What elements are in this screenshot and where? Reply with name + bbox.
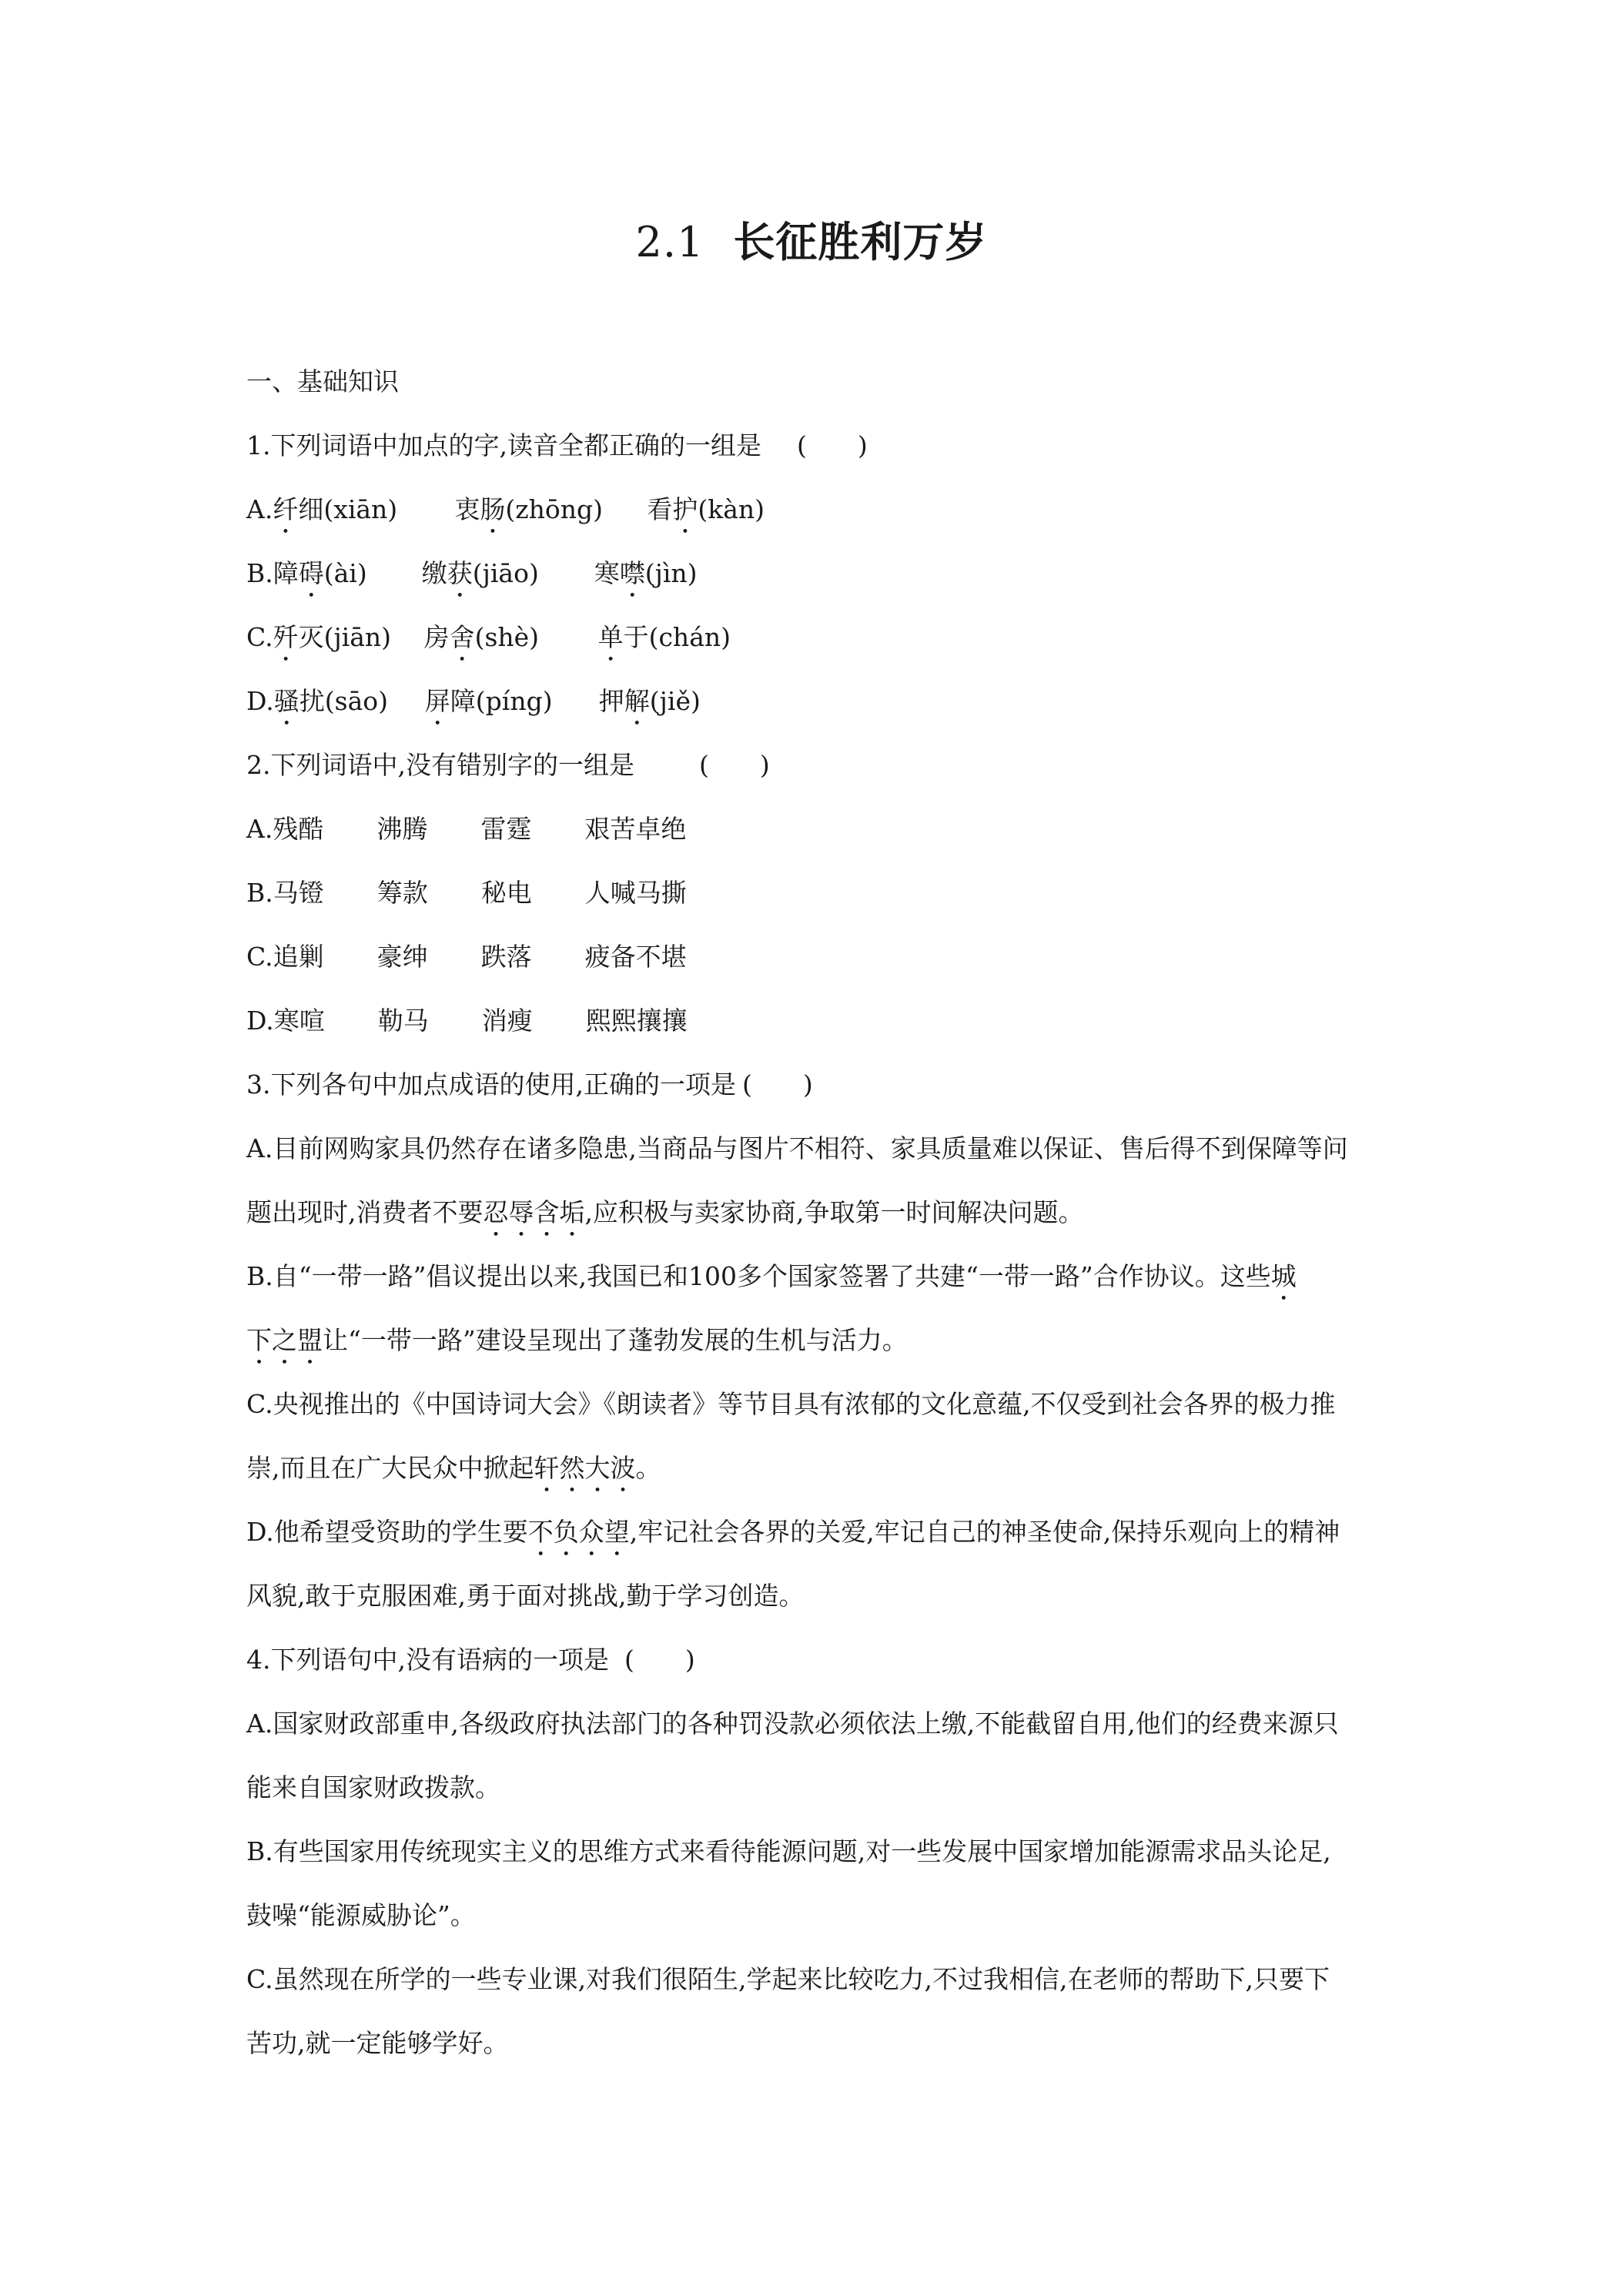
q3-option-b-line1: B.自“一带一路”倡议提出以来,我国已和100多个国家签署了共建“一带一路”合作协议。这些城 <box>246 1261 1297 1291</box>
option-label: D. <box>246 686 274 716</box>
q1-stem-text: 1.下列词语中加点的字,读音全都正确的一组是 <box>246 430 761 460</box>
word: 追剿 <box>273 942 324 972</box>
option-label: B. <box>246 878 273 908</box>
q1-option-c <box>246 621 731 668</box>
option-label: A. <box>246 494 273 524</box>
q4-answer-paren: ( ) <box>624 1645 695 1675</box>
q1-b-item-3: 寒噤(jìn) <box>594 558 698 588</box>
word: 疲备不堪 <box>584 942 687 972</box>
q1-b-item-1: 障碍(ài) <box>273 558 367 588</box>
title-number: 2.1 <box>635 218 704 266</box>
dotted-idiom: 城 <box>1270 1261 1297 1291</box>
title-text: 长征胜利万岁 <box>733 217 988 266</box>
word: 沸腾 <box>376 814 428 844</box>
q1-d-item-1: 骚扰(sāo) <box>273 686 389 716</box>
page-title <box>0 209 1623 269</box>
q4-option-b-line1: B.有些国家用传统现实主义的思维方式来看待能源问题,对一些发展中国家增加能源需求品头论足, <box>246 1836 1331 1866</box>
q4-option-b-line2: 鼓噪“能源威胁论”。 <box>246 1900 476 1930</box>
q1-b-item-2: 缴获(jiāo) <box>421 558 539 588</box>
q4-option-a-line2: 能来自国家财政拨款。 <box>246 1772 500 1802</box>
q2-answer-paren: ( ) <box>698 750 770 780</box>
option-label: B. <box>246 558 273 588</box>
word: 马镫 <box>273 878 324 908</box>
q3-option-a-line2: 题出现时,消费者不要忍辱含垢,应积极与卖家协商,争取第一时间解决问题。 <box>246 1197 1084 1227</box>
dotted-idiom: 轩然大波 <box>534 1453 636 1483</box>
q2-option-a <box>246 812 686 846</box>
q4-stem-text: 4.下列语句中,没有语病的一项是 <box>246 1645 609 1675</box>
word: 跌落 <box>480 942 532 972</box>
q2-stem <box>246 748 770 782</box>
q2-option-d <box>246 1004 688 1038</box>
section-heading: 一、基础知识 <box>246 366 399 397</box>
q1-c-item-1: 歼灭(jiān) <box>273 622 392 652</box>
word: 雷霆 <box>480 814 532 844</box>
q4-option-a-line1: A.国家财政部重申,各级政府执法部门的各种罚没款必须依法上缴,不能截留自用,他们的经费来源只 <box>246 1709 1339 1739</box>
q4-stem <box>246 1643 695 1677</box>
q1-c-item-2: 房舍(shè) <box>423 622 540 652</box>
q1-a-item-1: 纤细(xiān) <box>273 494 398 524</box>
q3-option-b-line2: 下之盟让“一带一路”建设呈现出了蓬勃发展的生机与活力。 <box>246 1325 908 1355</box>
q1-d-item-3: 押解(jiě) <box>598 686 701 716</box>
word: 残酷 <box>273 814 324 844</box>
option-label: D. <box>246 1006 274 1036</box>
q3-option-c-line2: 崇,而且在广大民众中掀起轩然大波。 <box>246 1453 661 1483</box>
q1-c-item-3: 单于(chán) <box>597 622 731 652</box>
q2-stem-text: 2.下列词语中,没有错别字的一组是 <box>246 750 634 780</box>
q2-option-c <box>246 940 687 974</box>
word: 勒马 <box>377 1006 429 1036</box>
q3-stem-text: 3.下列各句中加点成语的使用,正确的一项是 <box>246 1069 736 1099</box>
word: 人喊马撕 <box>584 878 687 908</box>
q2-option-b <box>246 876 687 910</box>
q3-stem <box>246 1068 813 1102</box>
option-label: A. <box>246 814 273 844</box>
q4-option-c-line2: 苦功,就一定能够学好。 <box>246 2028 509 2058</box>
q1-a-item-2: 衷肠(zhōng) <box>454 494 603 524</box>
word: 豪绅 <box>376 942 428 972</box>
q4-option-c-line1: C.虽然现在所学的一些专业课,对我们很陌生,学起来比较吃力,不过我相信,在老师的帮助下,只要下 <box>246 1964 1330 1994</box>
word: 秘电 <box>480 878 532 908</box>
q3-option-d-line1: D.他希望受资助的学生要不负众望,牢记社会各界的关爱,牢记自己的神圣使命,保持乐观向上的精神 <box>246 1517 1340 1547</box>
q1-option-a <box>246 493 765 540</box>
q3-answer-paren: ( ) <box>741 1069 813 1099</box>
q1-a-item-3: 看护(kàn) <box>647 494 765 524</box>
option-label: C. <box>246 942 273 972</box>
q1-answer-paren: ( ) <box>796 430 868 460</box>
q1-stem <box>246 429 868 463</box>
word: 熙熙攘攘 <box>585 1006 688 1036</box>
option-label: C. <box>246 622 273 652</box>
q1-d-item-2: 屏障(píng) <box>424 686 553 716</box>
q1-option-b <box>246 557 698 604</box>
q3-option-a-line1: A.目前网购家具仍然存在诸多隐患,当商品与图片不相符、家具质量难以保证、售后得不到保障等问 <box>246 1133 1348 1163</box>
q3-option-c-line1: C.央视推出的《中国诗词大会》《朗读者》等节目具有浓郁的文化意蕴,不仅受到社会各界的极力推 <box>246 1389 1336 1419</box>
q1-option-d <box>246 684 701 731</box>
word: 消瘦 <box>481 1006 533 1036</box>
dotted-idiom: 不负众望 <box>527 1517 630 1547</box>
word: 艰苦卓绝 <box>584 814 687 844</box>
q3-option-d-line2: 风貌,敢于克服困难,勇于面对挑战,勤于学习创造。 <box>246 1581 805 1611</box>
dotted-idiom: 下之盟 <box>246 1325 323 1355</box>
word: 筹款 <box>376 878 428 908</box>
dotted-idiom: 忍辱含垢 <box>483 1197 585 1227</box>
word: 寒喧 <box>273 1006 325 1036</box>
